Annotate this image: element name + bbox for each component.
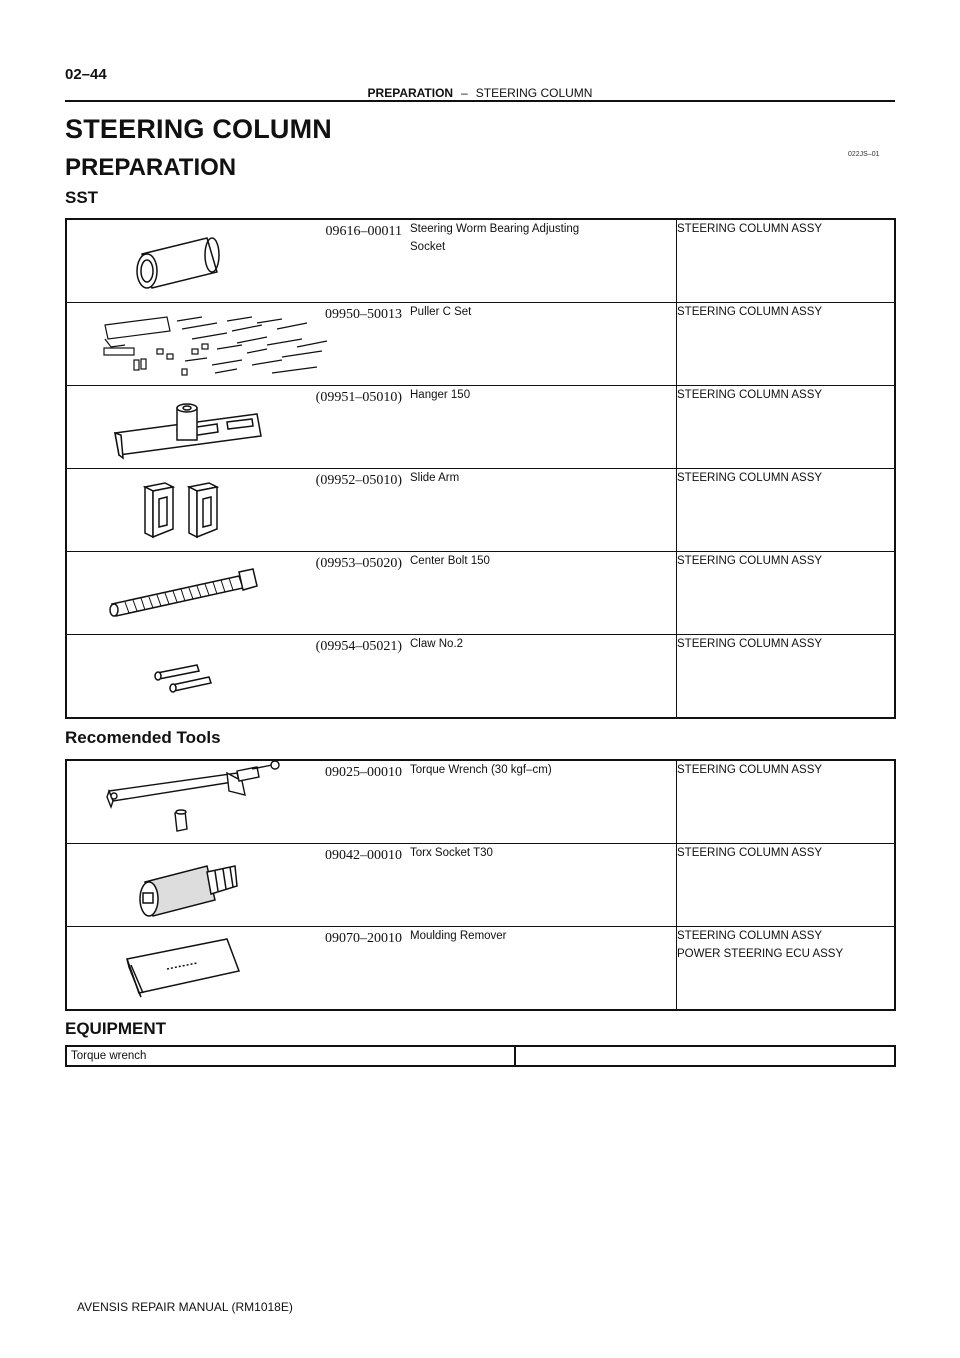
tool-name-line: Hanger 150 <box>410 389 471 401</box>
tool-name <box>410 760 677 844</box>
tool-usage <box>677 844 896 927</box>
part-number: 09070–20010 <box>325 931 402 946</box>
tool-illustration-cell <box>66 927 410 1011</box>
tool-illustration-cell <box>66 760 410 844</box>
part-number: (09952–05010) <box>315 473 402 488</box>
part-number: (09953–05020) <box>315 556 402 571</box>
header-rule <box>65 100 895 102</box>
tool-name <box>410 844 677 927</box>
tool-usage <box>677 927 896 1011</box>
part-number: 09616–00011 <box>325 224 402 239</box>
tool-usage <box>677 552 896 635</box>
recommended-tools-heading: Recomended Tools <box>65 728 221 747</box>
recommended-tools-table <box>65 759 896 1011</box>
sst-heading: SST <box>65 188 99 207</box>
tool-illustration-cell <box>66 552 410 635</box>
sst-table <box>65 218 896 719</box>
tool-name <box>410 469 677 552</box>
tool-illustration-cell <box>66 219 410 303</box>
running-header <box>0 86 960 100</box>
page-subtitle: PREPARATION <box>65 154 237 181</box>
tool-usage <box>677 303 896 386</box>
table-row <box>66 386 895 469</box>
tool-usage-line: STEERING COLUMN ASSY <box>677 306 823 318</box>
tool-usage-line: STEERING COLUMN ASSY <box>677 389 823 401</box>
page-footer: AVENSIS REPAIR MANUAL (RM1018E) <box>77 1300 293 1314</box>
table-row <box>66 844 895 927</box>
tool-name <box>410 635 677 719</box>
header-section: PREPARATION <box>367 86 454 100</box>
tool-usage-line: STEERING COLUMN ASSY <box>677 555 823 567</box>
table-row <box>66 1046 895 1066</box>
tool-usage-line: STEERING COLUMN ASSY <box>677 764 823 776</box>
tool-usage-line: STEERING COLUMN ASSY <box>677 638 823 650</box>
tool-usage <box>677 635 896 719</box>
part-number: 09950–50013 <box>325 307 402 322</box>
tool-illustration-cell <box>66 469 410 552</box>
tool-name-line: Torque Wrench (30 kgf–cm) <box>410 764 552 776</box>
tool-name-line: Center Bolt 150 <box>410 555 490 567</box>
equipment-table <box>65 1045 896 1067</box>
tool-name-line: Torx Socket T30 <box>410 847 493 859</box>
header-subsection: STEERING COLUMN <box>475 86 593 100</box>
tool-name-line: Puller C Set <box>410 306 472 318</box>
page-title: STEERING COLUMN <box>65 114 333 144</box>
tool-name <box>410 303 677 386</box>
tool-illustration-cell <box>66 635 410 719</box>
table-row <box>66 552 895 635</box>
tool-name-line: Claw No.2 <box>410 638 464 650</box>
table-row <box>66 635 895 719</box>
figure-code: 022JS–01 <box>848 151 880 158</box>
tool-illustration-cell <box>66 386 410 469</box>
tool-name-line: Slide Arm <box>410 472 460 484</box>
tool-name-line: Moulding Remover <box>410 930 507 942</box>
tool-usage <box>677 760 896 844</box>
tool-usage-line: STEERING COLUMN ASSY <box>677 930 823 942</box>
equipment-item: Torque wrench <box>66 1046 515 1066</box>
tool-illustration-cell <box>66 303 410 386</box>
tool-usage <box>677 219 896 303</box>
table-row <box>66 219 895 303</box>
tool-usage <box>677 386 896 469</box>
tool-usage-line: STEERING COLUMN ASSY <box>677 847 823 859</box>
part-number: 09025–00010 <box>325 765 402 780</box>
tool-name <box>410 386 677 469</box>
table-row <box>66 927 895 1011</box>
header-separator: – <box>461 86 468 100</box>
part-number: 09042–00010 <box>325 848 402 863</box>
tool-usage-line: STEERING COLUMN ASSY <box>677 472 823 484</box>
part-number: (09951–05010) <box>315 390 402 405</box>
tool-name <box>410 219 677 303</box>
table-row <box>66 303 895 386</box>
tool-name-line: Socket <box>410 241 446 253</box>
tool-name-line: Steering Worm Bearing Adjusting <box>410 223 580 235</box>
table-row <box>66 469 895 552</box>
tool-name <box>410 552 677 635</box>
tool-illustration-cell <box>66 844 410 927</box>
tool-usage-line: STEERING COLUMN ASSY <box>677 223 823 235</box>
page-number: 02–44 <box>65 66 107 83</box>
tool-usage-line: POWER STEERING ECU ASSY <box>677 948 844 960</box>
table-row <box>66 760 895 844</box>
equipment-note <box>515 1046 895 1066</box>
tool-usage <box>677 469 896 552</box>
part-number: (09954–05021) <box>315 639 402 654</box>
equipment-heading: EQUIPMENT <box>65 1019 167 1038</box>
tool-name <box>410 927 677 1011</box>
